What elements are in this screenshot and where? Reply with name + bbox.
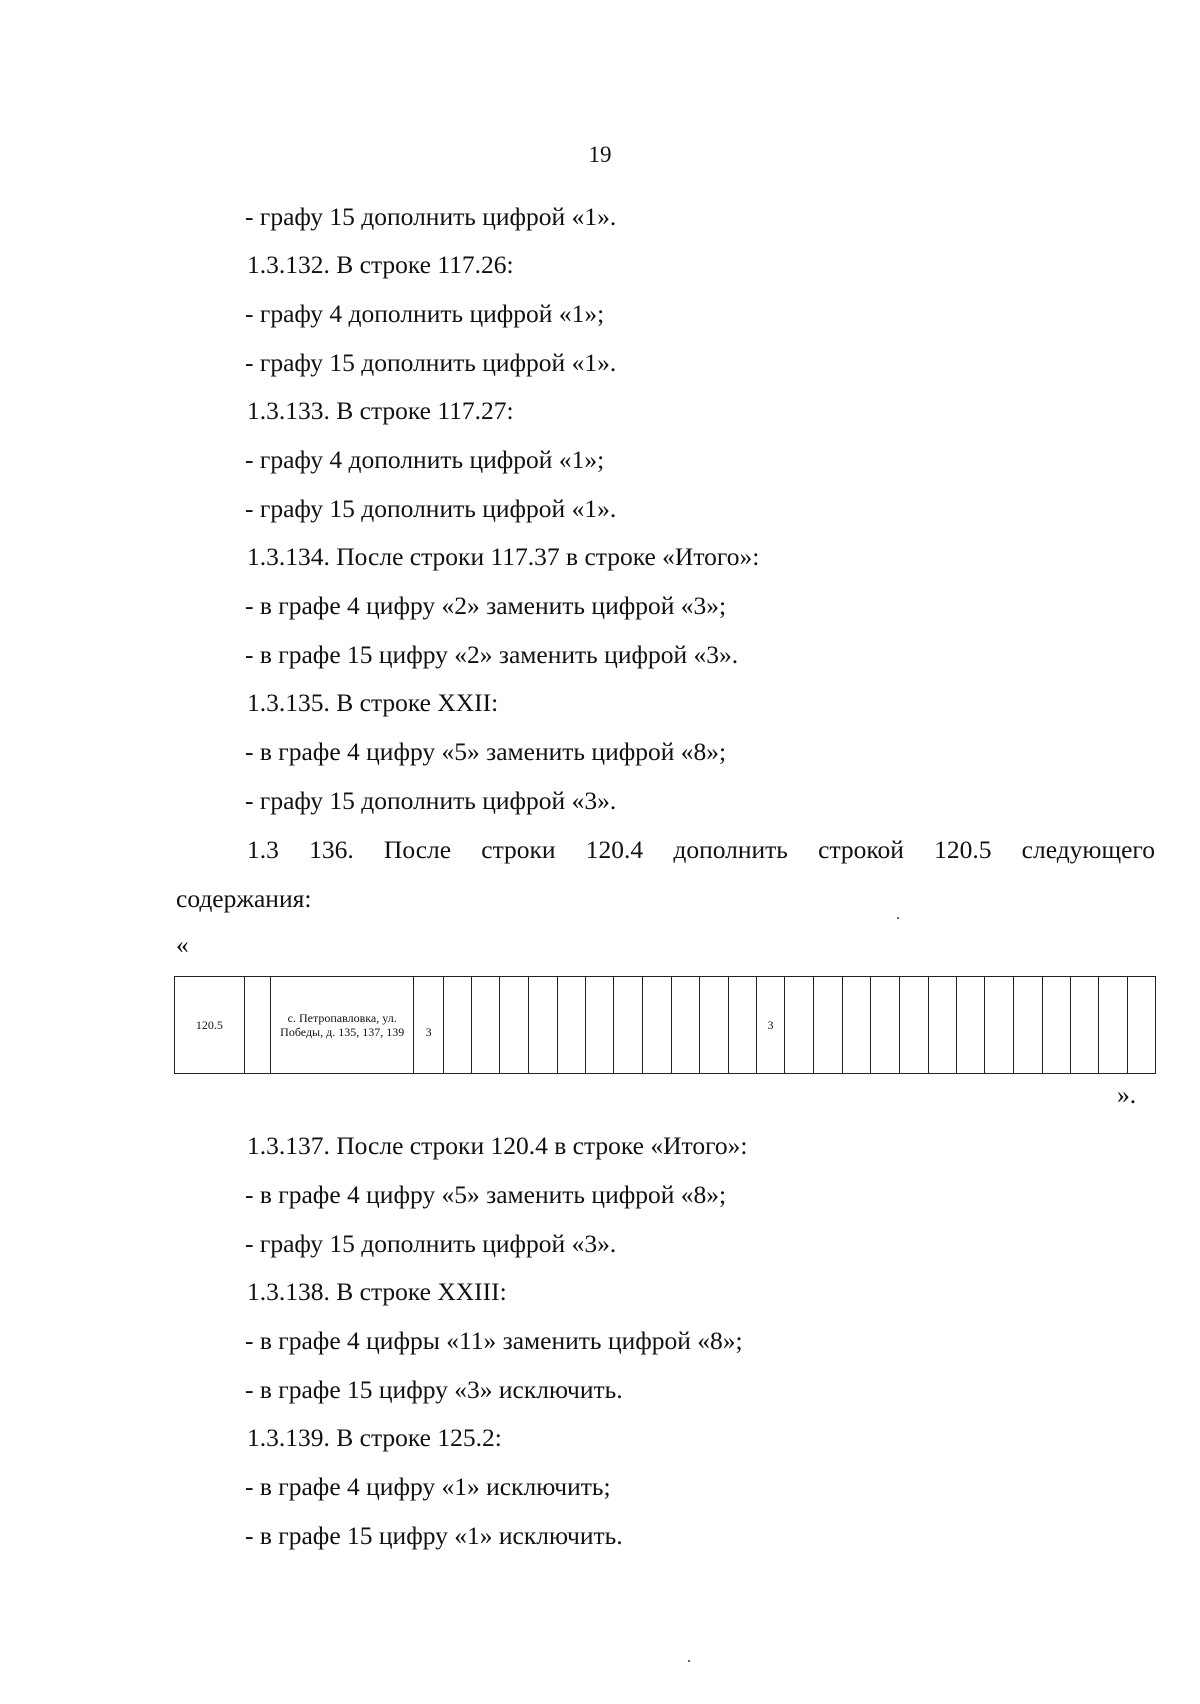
table-cell: [928, 977, 956, 1074]
table-cell: [557, 977, 585, 1074]
inserted-row-table: [174, 976, 1156, 1074]
col15-cell: 3: [756, 977, 784, 1074]
text-line: - в графе 4 цифру «1» исключить;: [245, 1472, 611, 1501]
page-number: 19: [588, 142, 612, 167]
table-row: [175, 977, 1156, 1074]
table-cell: [642, 977, 671, 1074]
text-line: - графу 4 дополнить цифрой «1»;: [245, 445, 605, 474]
address-cell: с. Петропавловка, ул. Победы, д. 135, 137, 139: [270, 977, 413, 1074]
text-line: - в графе 4 цифры «11» заменить цифрой «8»;: [245, 1326, 743, 1355]
table-cell: [443, 977, 471, 1074]
table-cell: [528, 977, 557, 1074]
text-line: - графу 15 дополнить цифрой «1».: [245, 494, 617, 523]
text-line: содержания:: [176, 884, 312, 913]
table-cell: [814, 977, 842, 1074]
text-line: - графу 15 дополнить цифрой «1».: [245, 202, 617, 231]
table-cell: [1014, 977, 1042, 1074]
col4-cell: 3: [414, 977, 443, 1074]
clause-heading: 1.3.139. В строке 125.2:: [247, 1423, 502, 1452]
text-line: - в графе 15 цифру «3» исключить.: [245, 1375, 623, 1404]
table-cell: [842, 977, 870, 1074]
table-cell: [472, 977, 500, 1074]
clause-heading: 1.3.138. В строке XXIII:: [247, 1277, 507, 1306]
table-cell: [956, 977, 984, 1074]
row-number-cell: 120.5: [175, 977, 245, 1074]
text-line: - графу 15 дополнить цифрой «3».: [245, 1229, 617, 1258]
text-line: - в графе 4 цифру «5» заменить цифрой «8»;: [245, 737, 727, 766]
table-cell: [500, 977, 528, 1074]
clause-heading: 1.3.133. В строке 117.27:: [247, 396, 514, 425]
table-cell: [1127, 977, 1155, 1074]
table-cell: [672, 977, 700, 1074]
table-cell: [700, 977, 728, 1074]
text-line: - графу 15 дополнить цифрой «3».: [245, 786, 617, 815]
clause-heading: 1.3.135. В строке XXII:: [247, 688, 499, 717]
open-quote: «: [176, 930, 189, 959]
scan-speck: [688, 1660, 690, 1662]
close-quote: ».: [1117, 1080, 1137, 1109]
table-cell: [1070, 977, 1098, 1074]
clause-heading: 1.3.134. После строки 117.37 в строке «Итого»:: [247, 542, 760, 571]
text-line: - в графе 15 цифру «1» исключить.: [245, 1521, 623, 1550]
text-line: - в графе 4 цифру «5» заменить цифрой «8»;: [245, 1180, 727, 1209]
table-cell: [985, 977, 1014, 1074]
text-line: - графу 15 дополнить цифрой «1».: [245, 348, 617, 377]
clause-heading: 1.3.137. После строки 120.4 в строке «Итого»:: [247, 1131, 748, 1160]
clause-heading: 1.3.132. В строке 117.26:: [247, 250, 514, 279]
table-cell: [728, 977, 756, 1074]
table-cell: [1042, 977, 1070, 1074]
scan-speck: [897, 917, 899, 919]
text-line: - в графе 4 цифру «2» заменить цифрой «3»;: [245, 591, 727, 620]
table-cell: [244, 977, 270, 1074]
table-cell: [900, 977, 928, 1074]
clause-heading: 1.3 136. После строки 120.4 дополнить строкой 120.5 следующего: [247, 835, 1155, 864]
table-cell: [586, 977, 614, 1074]
text-line: - в графе 15 цифру «2» заменить цифрой «3».: [245, 640, 739, 669]
text-line: - графу 4 дополнить цифрой «1»;: [245, 299, 605, 328]
table-cell: [614, 977, 642, 1074]
table-cell: [870, 977, 899, 1074]
table-cell: [785, 977, 814, 1074]
table-cell: [1099, 977, 1127, 1074]
